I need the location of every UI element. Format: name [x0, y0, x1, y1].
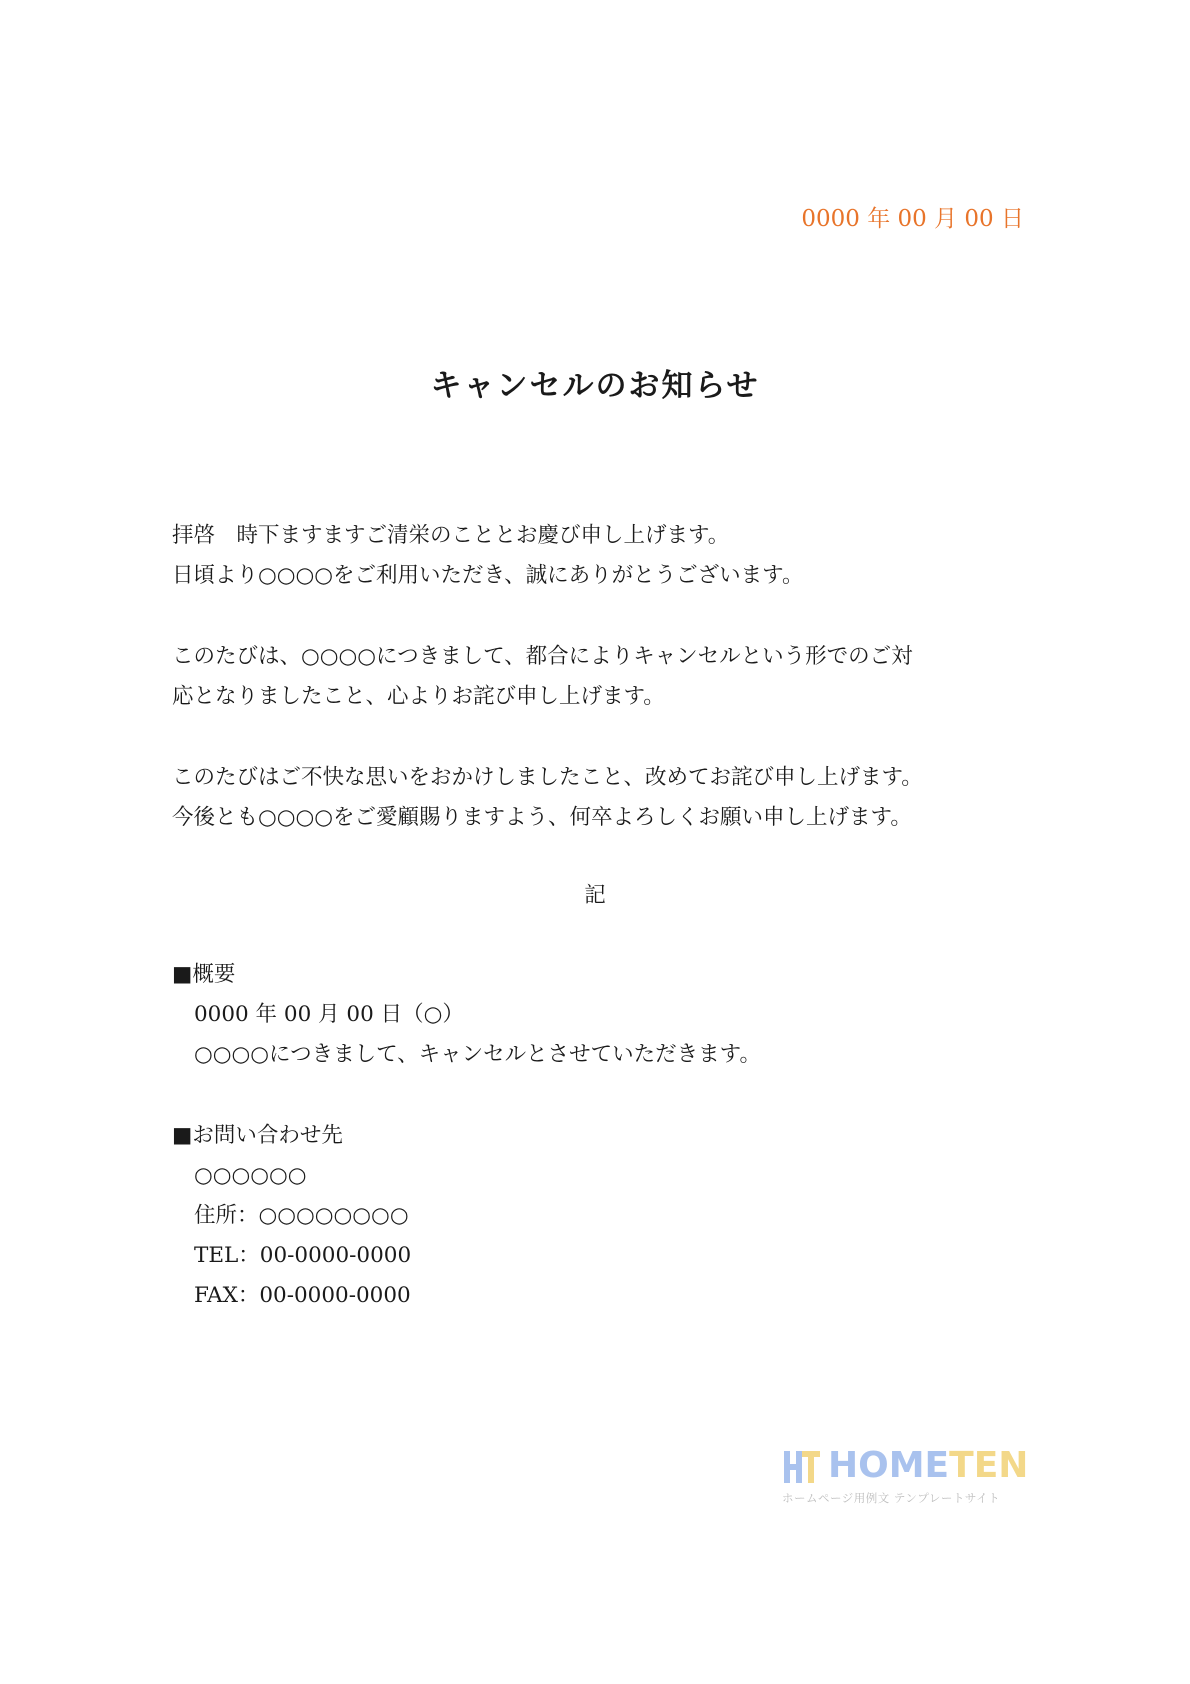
contact-section: [172, 1116, 1032, 1316]
logo-word-home: HOME: [828, 1445, 950, 1486]
paragraph-line: このたびは、○○○○につきまして、都合によりキャンセルという形でのご対: [172, 644, 913, 669]
document-date: 0000 年 00 月 00 日: [801, 206, 1024, 232]
contact-fax: FAX：00-0000-0000: [194, 1283, 411, 1308]
hometen-logo: [782, 1443, 1029, 1509]
document-title: キャンセルのお知らせ: [430, 368, 760, 404]
hometen-logo-subtitle: ホームページ用例文 テンプレートサイト: [782, 1491, 1001, 1505]
ki-heading: 記: [584, 883, 606, 908]
contact-address: 住所：○○○○○○○○: [194, 1203, 409, 1228]
summary-section: [172, 955, 1032, 1075]
contact-tel: TEL：00-0000-0000: [194, 1243, 412, 1268]
summary-heading: ■概要: [172, 962, 236, 987]
summary-description: ○○○○につきまして、キャンセルとさせていただきます。: [194, 1042, 761, 1067]
hometen-logo-mark-icon: [782, 1447, 822, 1487]
logo-word-ten: TEN: [949, 1445, 1029, 1486]
contact-heading: ■お問い合わせ先: [172, 1123, 343, 1148]
contact-name: ○○○○○○: [194, 1163, 307, 1188]
paragraph-line: 今後とも○○○○をご愛顧賜りますよう、何卒よろしくお願い申し上げます。: [172, 805, 912, 830]
apology-paragraph: [172, 637, 1032, 717]
hometen-logo-text: [828, 1443, 1028, 1489]
paragraph-line: このたびはご不快な思いをおかけしましたこと、改めてお詫び申し上げます。: [172, 765, 923, 790]
summary-date: 0000 年 00 月 00 日（○）: [194, 1002, 464, 1027]
paragraph-line: 拝啓 時下ますますご清栄のこととお慶び申し上げます。: [172, 523, 730, 548]
greeting-paragraph: [172, 516, 1032, 596]
paragraph-line: 応となりましたこと、心よりお詫び申し上げます。: [172, 684, 665, 709]
paragraph-line: 日頃より○○○○をご利用いただき、誠にありがとうございます。: [172, 563, 804, 588]
closing-paragraph: [172, 758, 1032, 838]
